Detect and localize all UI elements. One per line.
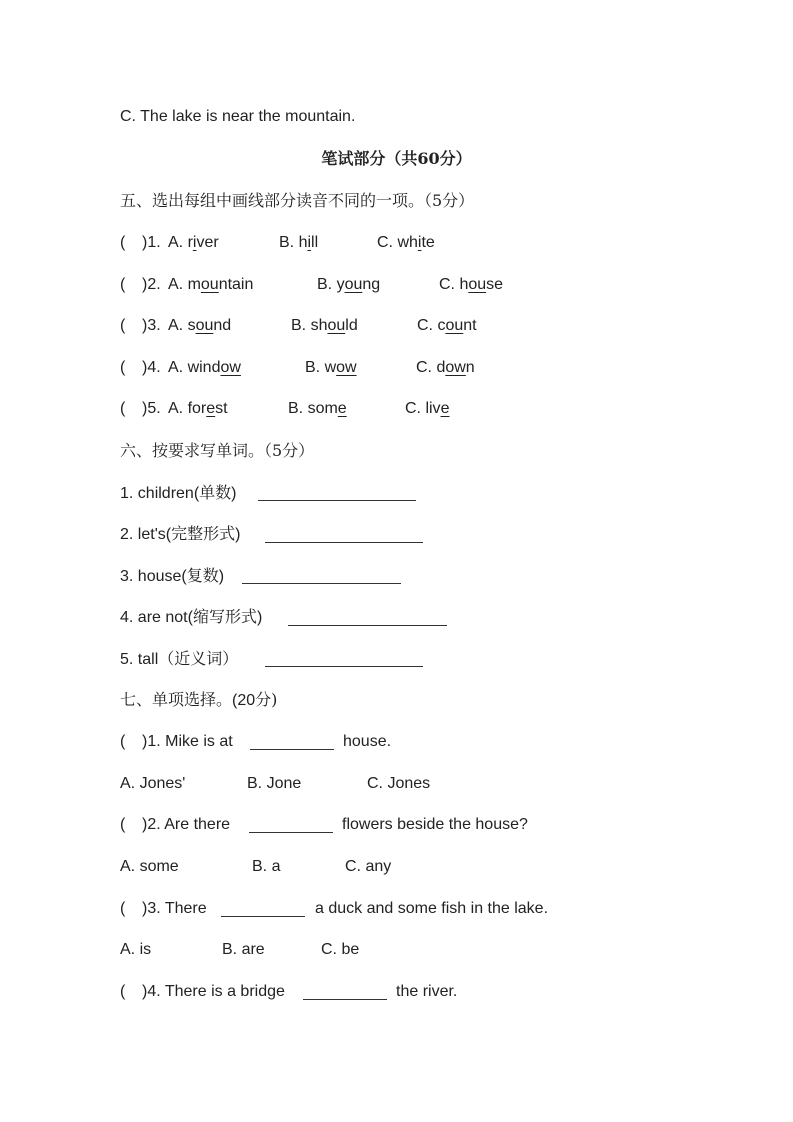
option-c: C. count [417,317,477,334]
question-tail: flowers beside the house? [342,816,528,833]
option-c: C. be [321,941,360,958]
option-b: B. should [291,317,358,334]
s6-item-2: 2. let's(完整形式) [120,524,241,543]
answer-bracket: ( [120,400,126,417]
answer-bracket: ( [120,733,126,750]
option-c: C. live [405,400,450,417]
s6-item-5: 5. tall（近义词） [120,649,239,668]
option-b: B. some [288,400,347,417]
question-number: )2. [142,276,161,293]
question-stem: )3. There [142,900,207,917]
question-stem: )2. Are there [142,816,231,833]
option-a: A. is [120,941,152,958]
section7-heading: 七、单项选择。(20分) [120,690,278,709]
answer-blank[interactable] [265,542,423,543]
option-b: B. hill [279,234,319,251]
option-b: B. are [222,941,265,958]
answer-bracket: ( [120,359,126,376]
answer-blank[interactable] [258,500,416,501]
option-a: A. some [120,858,179,875]
answer-bracket: ( [120,276,126,293]
option-b: B. Jone [247,775,302,792]
answer-blank[interactable] [250,749,334,750]
intro-line: C. The lake is near the mountain. [120,108,356,125]
option-c: C. white [377,234,435,251]
option-c: C. house [439,276,504,293]
option-a: A. window [168,359,241,376]
answer-blank[interactable] [288,625,447,626]
question-number: )4. [142,359,161,376]
option-c: C. down [416,359,475,376]
answer-bracket: ( [120,816,126,833]
option-b: B. a [252,858,281,875]
question-tail: the river. [396,983,458,1000]
answer-bracket: ( [120,983,126,1000]
option-a: A. sound [168,317,232,334]
option-c: C. Jones [367,775,431,792]
s6-item-1: 1. children(单数) [120,483,237,502]
option-a: A. forest [168,400,228,417]
answer-bracket: ( [120,900,126,917]
option-b: B. young [317,276,381,293]
section5-heading: 五、选出每组中画线部分读音不同的一项。（5分） [120,191,475,210]
s6-item-3: 3. house(复数) [120,566,225,585]
option-a: A. mountain [168,276,254,293]
question-tail: house. [343,733,392,750]
option-c: C. any [345,858,392,875]
question-tail: a duck and some fish in the lake. [315,900,549,917]
question-stem: )1. Mike is at [142,733,233,750]
answer-bracket: ( [120,317,126,334]
answer-blank[interactable] [242,583,401,584]
answer-blank[interactable] [303,999,387,1000]
s6-item-4: 4. are not(缩写形式) [120,607,263,626]
question-number: )3. [142,317,161,334]
option-a: A. Jones' [120,775,186,792]
question-stem: )4. There is a bridge [142,983,285,1000]
answer-bracket: ( [120,234,126,251]
section6-heading: 六、按要求写单词。（5分） [120,441,315,460]
question-number: )1. [142,234,161,251]
answer-blank[interactable] [249,832,333,833]
answer-blank[interactable] [221,916,305,917]
answer-blank[interactable] [265,666,423,667]
part-title: 笔试部分（共60分） [321,149,472,168]
option-b: B. wow [305,359,357,376]
question-number: )5. [142,400,161,417]
option-a: A. river [168,234,219,251]
